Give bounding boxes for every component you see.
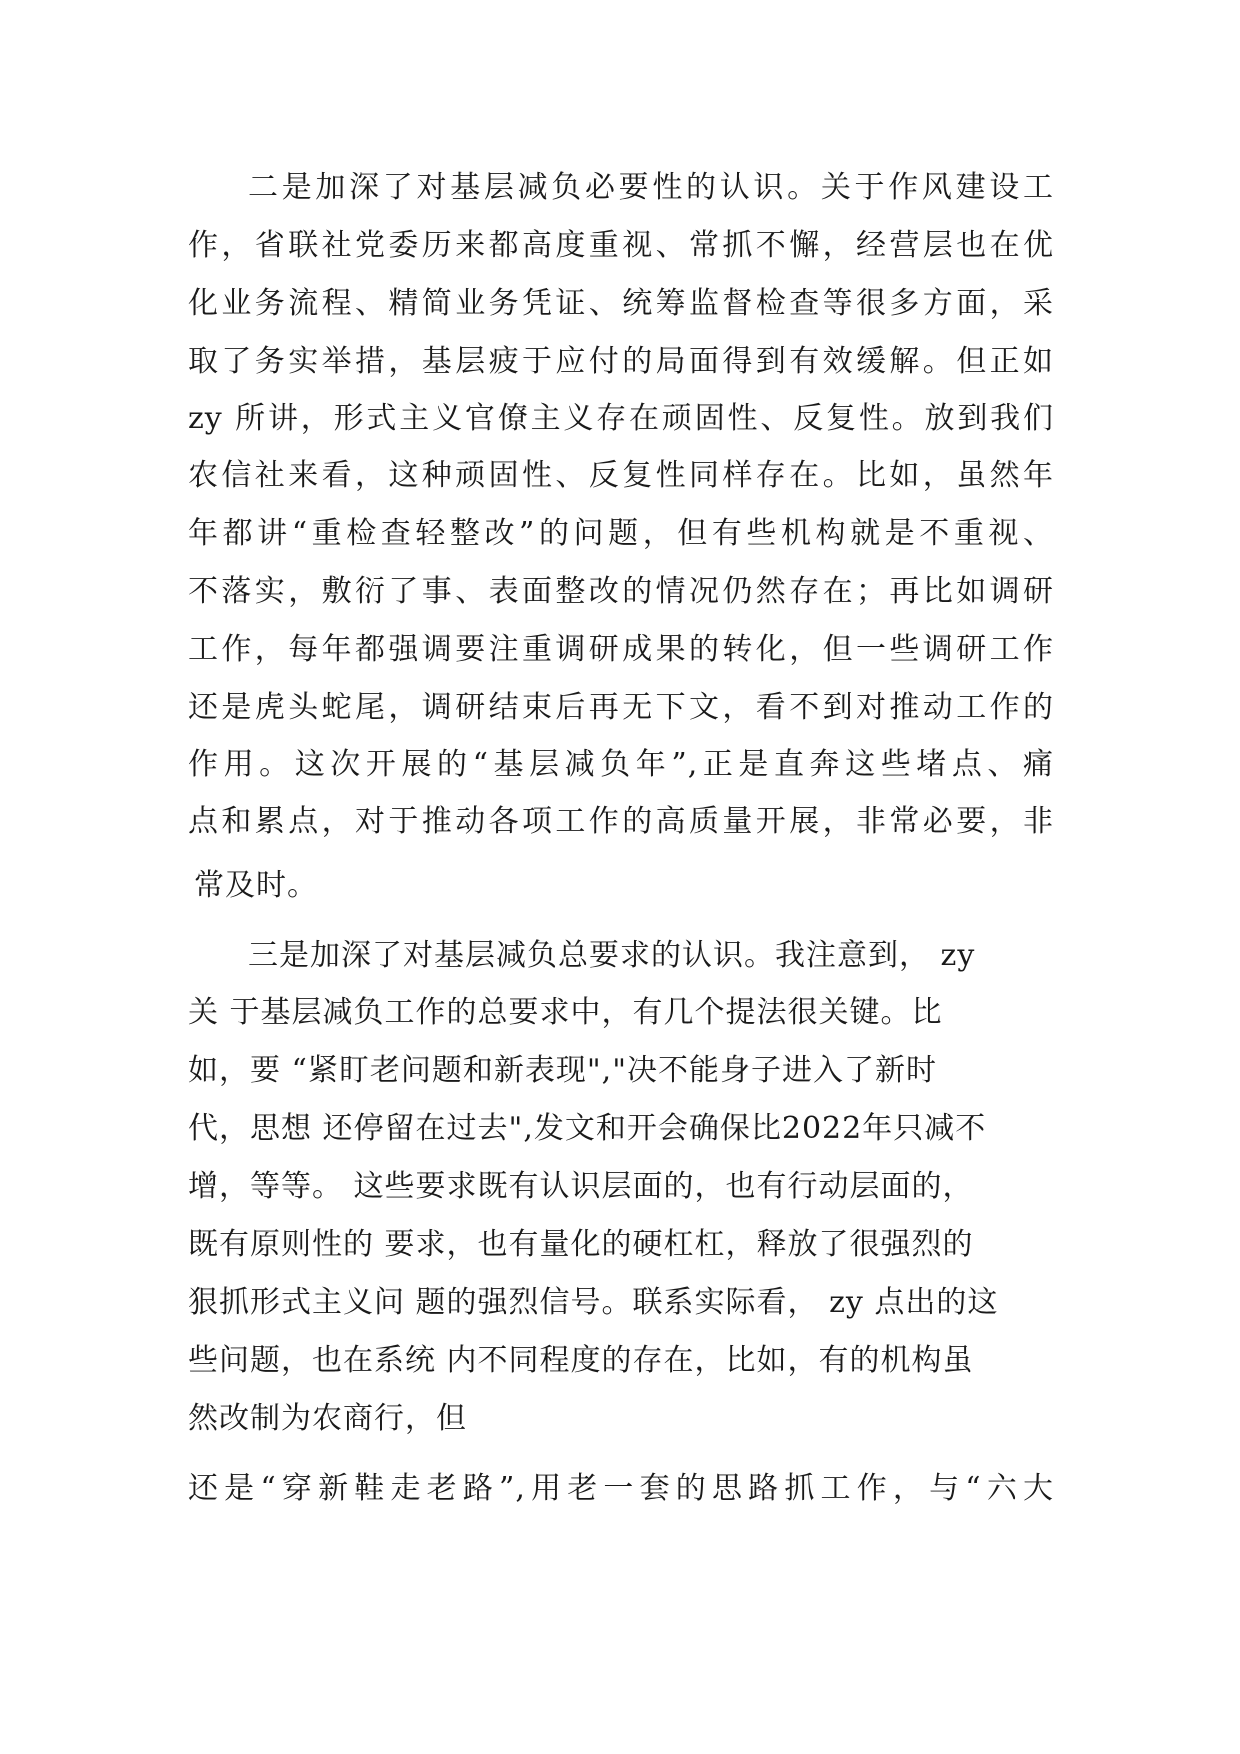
paragraph-1-line-5: zy 所讲，形式主义官僚主义存在顽固性、反复性。放到我们 (188, 401, 1054, 436)
paragraph-1-line-8: 不落实，敷衍了事、表面整改的情况仍然存在；再比如调研 (188, 574, 1054, 609)
paragraph-1-line-7: 年都讲“重检查轻整改”的问题，但有些机构就是不重视、 (188, 516, 1054, 551)
paragraph-1-line-6: 农信社来看，这种顽固性、反复性同样存在。比如，虽然年 (188, 458, 1054, 493)
paragraph-2-line-2: 关 于基层减负工作的总要求中，有几个提法很关键。比 (188, 995, 943, 1030)
paragraph-2-line-3: 如，要 “紧盯老问题和新表现","决不能身子进入了新时 (188, 1053, 938, 1088)
paragraph-3-line-1: 还是“穿新鞋走老路”,用老一套的思路抓工作，与“六大 (188, 1471, 1054, 1506)
paragraph-1-line-10: 还是虎头蛇尾，调研结束后再无下文，看不到对推动工作的 (188, 690, 1054, 725)
paragraph-1-line-3: 化业务流程、精简业务凭证、统筹监督检查等很多方面，采 (188, 286, 1054, 321)
paragraph-2-line-7: 狠抓形式主义问 题的强烈信号。联系实际看， zy 点出的这 (188, 1285, 999, 1320)
paragraph-2-line-9: 然改制为农商行，但 (188, 1401, 467, 1436)
paragraph-1-line-13: 常及时。 (194, 868, 318, 903)
paragraph-2-line-8: 些问题，也在系统 内不同程度的存在，比如，有的机构虽 (188, 1343, 974, 1378)
paragraph-1-line-1: 二是加深了对基层减负必要性的认识。关于作风建设工 (248, 170, 1054, 205)
paragraph-2-line-5: 增，等等。 这些要求既有认识层面的，也有行动层面的， (188, 1169, 974, 1204)
paragraph-2-line-4: 代，思想 还停留在过去",发文和开会确保比2022年只减不 (188, 1111, 987, 1146)
paragraph-2-line-6: 既有原则性的 要求，也有量化的硬杠杠，释放了很强烈的 (188, 1227, 974, 1262)
paragraph-1-line-9: 工作，每年都强调要注重调研成果的转化，但一些调研工作 (188, 632, 1054, 667)
paragraph-2-line-1: 三是加深了对基层减负总要求的认识。我注意到， zy (248, 938, 976, 973)
paragraph-1-line-12: 点和累点，对于推动各项工作的高质量开展，非常必要，非 (188, 804, 1054, 839)
paragraph-1-line-2: 作，省联社党委历来都高度重视、常抓不懈，经营层也在优 (188, 228, 1054, 263)
paragraph-1-line-4: 取了务实举措，基层疲于应付的局面得到有效缓解。但正如 (188, 344, 1054, 379)
paragraph-1-line-11: 作用。这次开展的“基层减负年”,正是直奔这些堵点、痛 (188, 747, 1054, 782)
